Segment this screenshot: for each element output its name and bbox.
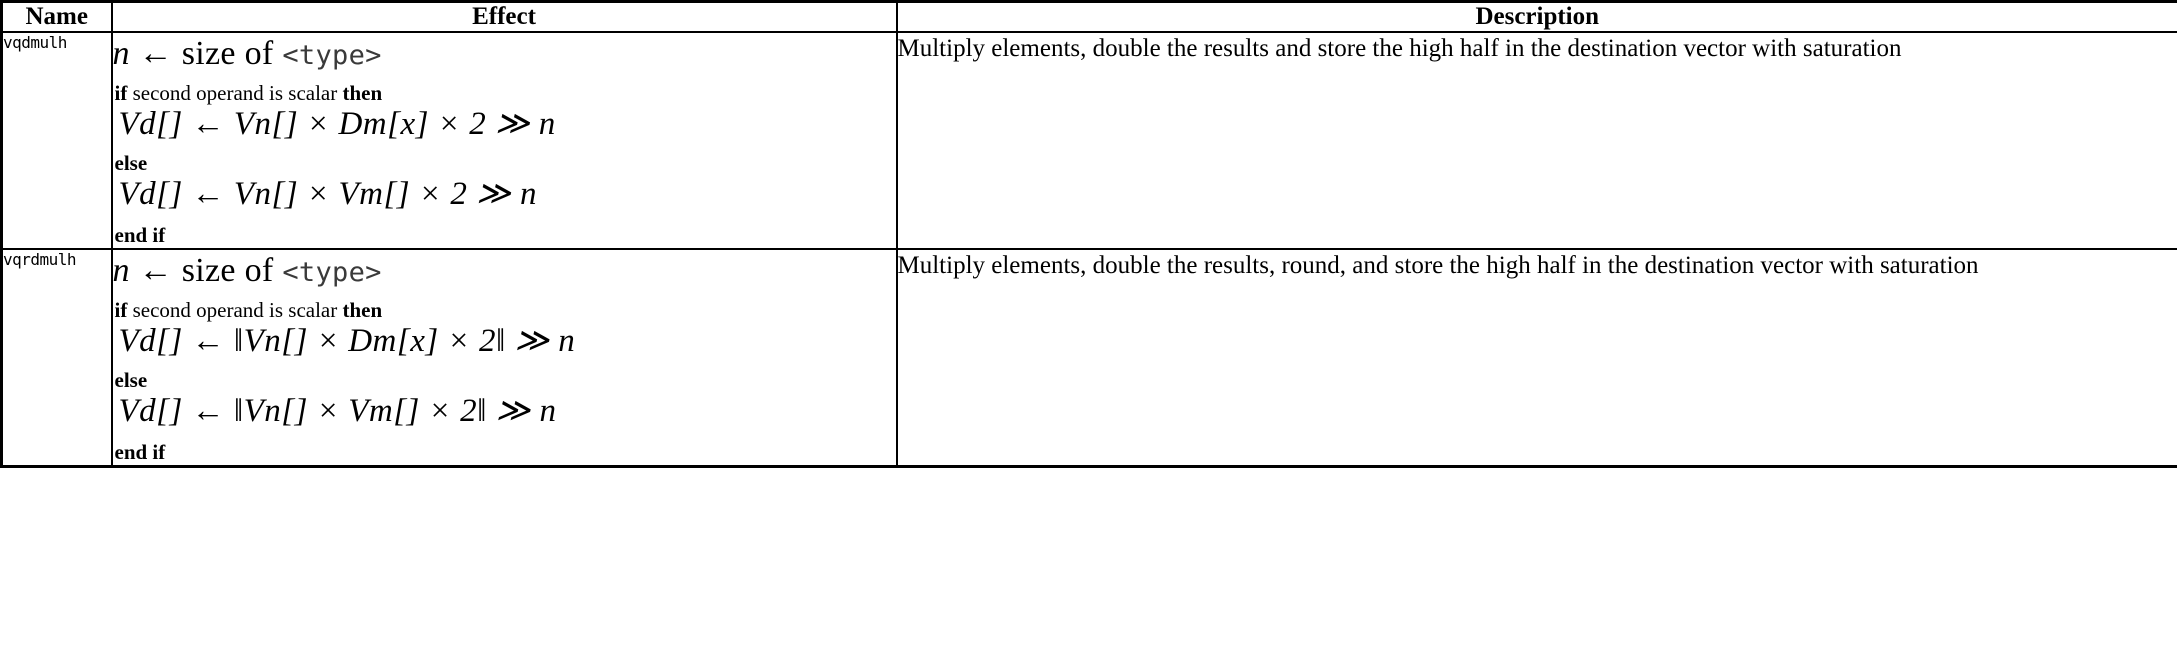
type-placeholder: <type> xyxy=(282,256,382,288)
if-keyword: if xyxy=(114,80,128,105)
column-header-effect: Effect xyxy=(112,2,897,32)
type-placeholder: <type> xyxy=(282,39,382,71)
pseudocode-if-line xyxy=(114,297,896,322)
sizeof-keyword: size of xyxy=(181,34,274,72)
table-header-row xyxy=(2,2,2177,32)
pseudocode-if-line xyxy=(114,80,896,105)
instruction-effect-cell xyxy=(112,249,897,467)
pseudocode-else-line xyxy=(114,367,896,392)
if-condition-text: second operand is scalar xyxy=(132,297,338,322)
table-body xyxy=(2,32,2177,467)
assign-arrow-icon: ← xyxy=(138,34,173,72)
sizeof-keyword: size of xyxy=(181,251,274,289)
table-header xyxy=(2,2,2177,32)
instruction-description-cell xyxy=(897,32,2177,249)
else-keyword: else xyxy=(114,367,148,392)
pseudocode-size-line xyxy=(112,251,896,289)
pseudocode-equation-else: Vd[] ← Vn[] × Vm[] × 2 ≫ n xyxy=(118,175,537,212)
pseudocode-block xyxy=(112,34,896,247)
pseudocode-equation-then: Vd[] ← Vn[] × Dm[x] × 2 ≫ n xyxy=(118,105,556,142)
instruction-name-cell xyxy=(2,32,112,249)
if-condition-text: second operand is scalar xyxy=(132,80,338,105)
description-text: Multiply elements, double the results and store the high half in the destination vector with saturation xyxy=(897,34,1902,62)
instruction-name: vqrdmulh xyxy=(3,249,77,269)
pseudocode-endif-line: end if xyxy=(114,439,166,464)
then-keyword: then xyxy=(342,80,383,105)
else-keyword: else xyxy=(114,150,148,175)
instruction-effect-cell xyxy=(112,32,897,249)
instruction-description-cell xyxy=(897,249,2177,467)
size-var: n xyxy=(112,251,130,289)
table-row xyxy=(2,32,2177,249)
pseudocode-else-line xyxy=(114,150,896,175)
pseudocode-size-line xyxy=(112,34,896,72)
instruction-name-cell xyxy=(2,249,112,467)
pseudocode-endif-line: end if xyxy=(114,222,166,247)
if-keyword: if xyxy=(114,297,128,322)
pseudocode-equation-then: Vd[] ← ‖Vn[] × Dm[x] × 2‖ ≫ n xyxy=(118,322,576,359)
table-row xyxy=(2,249,2177,467)
then-keyword: then xyxy=(342,297,383,322)
assign-arrow-icon: ← xyxy=(138,251,173,289)
description-text: Multiply elements, double the results, round, and store the high half in the destination vector with saturation xyxy=(897,251,1979,279)
pseudocode-equation-else: Vd[] ← ‖Vn[] × Vm[] × 2‖ ≫ n xyxy=(118,392,557,429)
column-header-name: Name xyxy=(2,2,112,32)
column-header-description: Description xyxy=(897,2,2177,32)
size-var: n xyxy=(112,34,130,72)
instruction-name: vqdmulh xyxy=(3,32,67,52)
pseudocode-block xyxy=(112,251,896,464)
